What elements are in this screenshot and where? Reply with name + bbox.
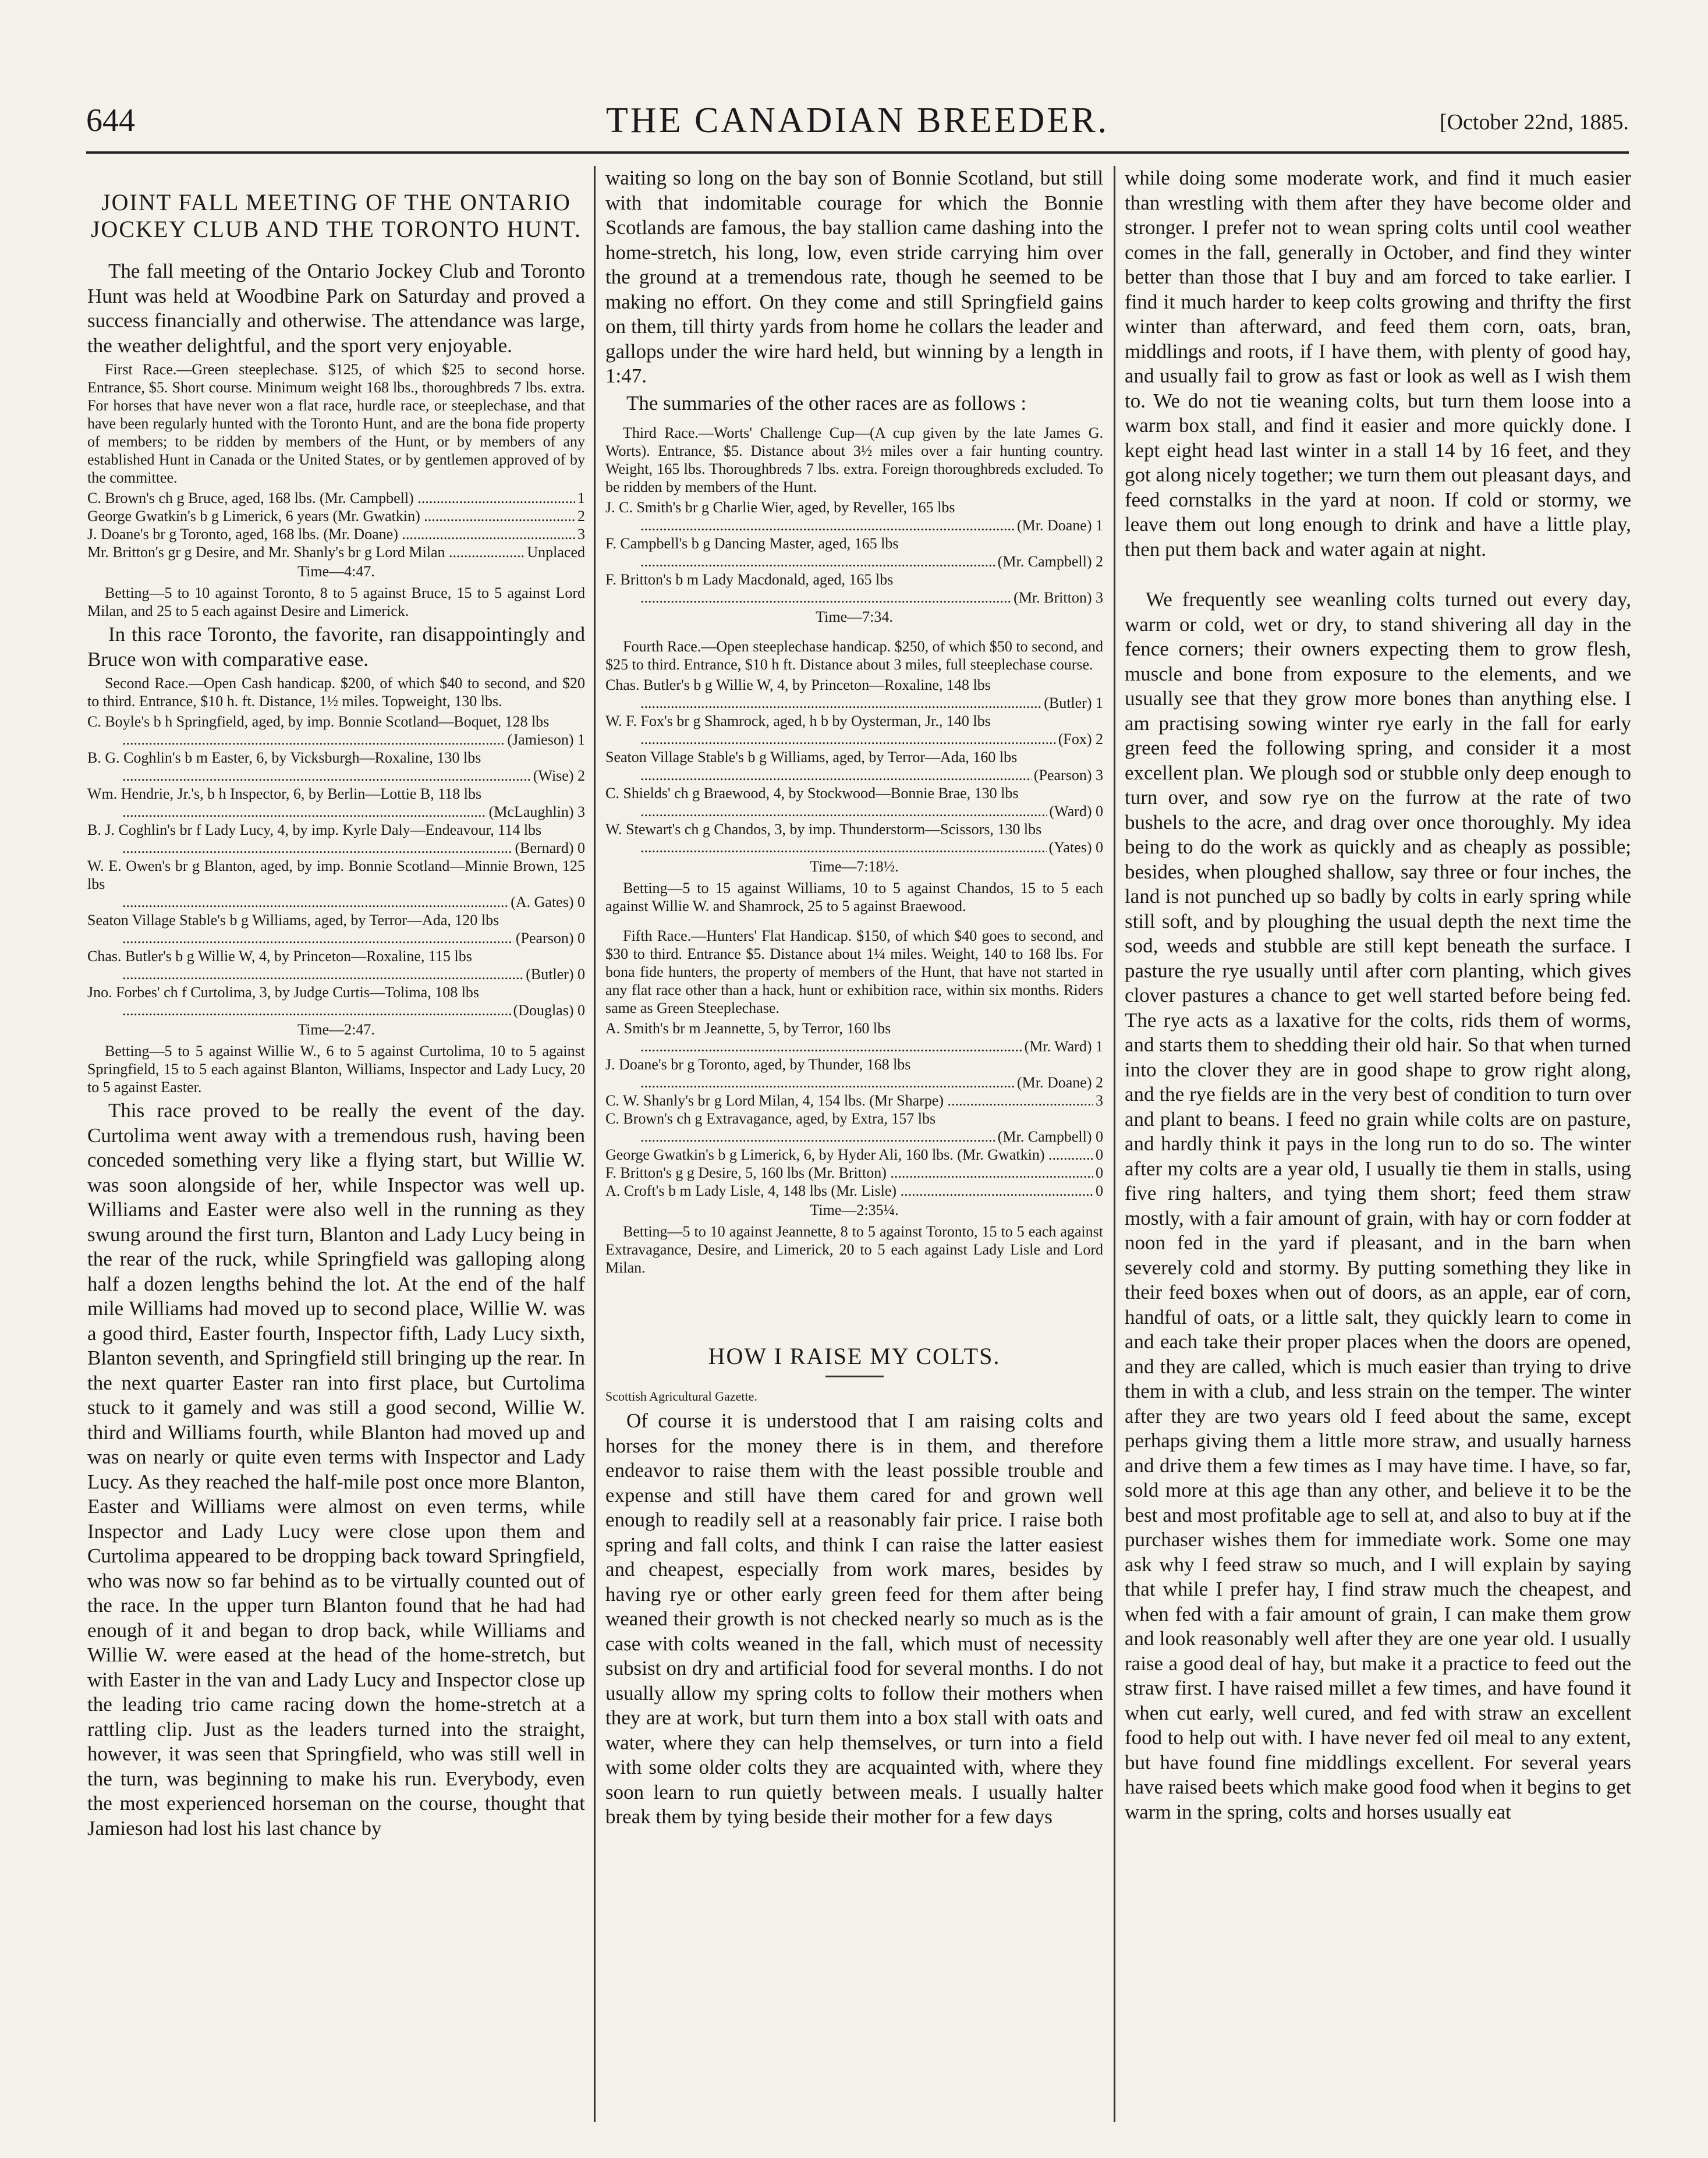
race-entry — [87, 803, 585, 821]
title-rule — [825, 1376, 884, 1377]
race-1-comment — [87, 622, 585, 672]
entry-result: 0 — [1096, 803, 1103, 820]
header-rule — [86, 151, 1629, 154]
race-entry — [605, 589, 1103, 607]
race-entry — [87, 1001, 585, 1019]
entry-result: 1 — [577, 490, 585, 506]
race-5 — [605, 927, 1103, 1277]
entry-result: 2 — [1096, 1074, 1103, 1091]
race-conditions: Fourth Race.—Open steeplechase handicap. $250, of which $50 to second, and $25 to third. Entrance, $10 h ft. Distance about 3 miles, full steeplechase course. — [605, 638, 1103, 673]
entry-horse: J. Doane's br g Toronto, aged, 168 lbs. (Mr. Doane) ..... — [87, 525, 575, 543]
entry-rider: (Wise) — [533, 767, 574, 784]
column-2 — [605, 166, 1103, 2128]
race-entry — [605, 766, 1103, 784]
entry-horse: A. Croft's b m Lady Lisle, 4, 148 lbs (Mr. Lisle) ..... — [605, 1182, 1093, 1200]
entry-horse: C. Brown's ch g Bruce, aged, 168 lbs. (Mr. Campbell) ..... — [87, 489, 575, 507]
race-entry — [87, 489, 585, 507]
entry-horse: W. Stewart's ch g Chandos, 3, by imp. Thunderstorm—Scissors, 130 lbs — [605, 821, 1042, 838]
entry-rider: (Fox) — [1058, 731, 1092, 747]
entry-horse: J. C. Smith's br g Charlie Wier, aged, by Reveller, 165 lbs — [605, 499, 955, 516]
entry-rider: (Pearson) — [515, 930, 574, 947]
entry-result: 0 — [577, 966, 585, 983]
entry-result: 2 — [577, 767, 585, 784]
race-entry — [605, 1128, 1103, 1146]
column-divider — [1114, 166, 1115, 2122]
column-1 — [87, 166, 585, 2128]
race-entry — [605, 802, 1103, 820]
entry-horse: Seaton Village Stable's b g Williams, aged, by Terror—Ada, 160 lbs — [605, 749, 1018, 766]
entry-horse: C. W. Shanly's br g Lord Milan, 4, 154 lbs. (Mr Sharpe) ..... — [605, 1092, 1093, 1110]
entry-result: 3 — [1096, 1092, 1103, 1109]
entry-rider: (Butler) — [1044, 694, 1092, 711]
race-entry — [605, 1146, 1103, 1164]
intro-paragraph: The fall meeting of the Ontario Jockey Club and Toronto Hunt was held at Woodbine Park on Saturday and proved a success financially and otherwise. The attendance was large, the weather delightful, and the sport very enjoyable. — [87, 260, 585, 357]
entry-result: 0 — [577, 930, 585, 947]
article-body-continued — [1125, 166, 1631, 1824]
article-body — [605, 1409, 1103, 1830]
race-entry — [605, 838, 1103, 856]
entry-rider: (A. Gates) — [511, 894, 574, 910]
entry-horse: Seaton Village Stable's b g Williams, aged, by Terror—Ada, 120 lbs — [87, 912, 499, 929]
race-time: Time—2:35¼. — [810, 1202, 899, 1218]
comment-paragraph: This race proved to be really the event of the day. Curtolima went away with a tremendous rush, having been conceded something very like a flying start, but Willie W. was soon alongside of her, while Inspector was well up. Williams and Easter were also well in the running as they swung around the first turn, Blanton and Lady Lucy being in the rear of the ruck, while Springfield was galloping along half a dozen lengths behind the lot. At the end of the half mile Williams had moved up to second place, Willie W. was a good third, Easter fourth, Inspector fifth, Lady Lucy sixth, Blanton seventh, and Springfield still bringing up the rear. In the next quarter Easter ran into first place, but Curtolima stuck to it gamely and was still a good second, Willie W. third and Williams fourth, while Blanton had moved up and was on nearly or quite even terms with Inspector and Lady Lucy. As they reached the half-mile post once more Blanton, Easter and Williams were almost on even terms, while Inspector and Lady Lucy were close upon them and Curtolima appeared to be dropping back toward Springfield, who was now so far behind as to be virtually counted out of the race. In the upper turn Blanton found that he had had enough of it and began to drop back, while Williams and Willie W. were eased at the head of the home-stretch, but with Easter in the van and Lady Lucy and Inspector close up the leading trio came racing down the home-stretch at a rattling clip. Just as the leaders turned into the straight, however, it was seen that Springfield, who was still well in the turn, was beginning to make his run. Everybody, even the most experienced horseman on the course, thought that Jamieson had lost his last chance by — [87, 1099, 585, 1840]
entry-horse: B. J. Coghlin's br f Lady Lucy, 4, by imp. Kyrle Daly—Endeavour, 114 lbs — [87, 821, 542, 838]
race-entry — [87, 543, 585, 561]
entry-horse: F. Britton's b m Lady Macdonald, aged, 165 lbs — [605, 571, 894, 588]
race-entry — [605, 1092, 1103, 1110]
masthead: THE CANADIAN BREEDER. — [605, 101, 1110, 140]
entry-result: 1 — [577, 731, 585, 748]
entry-horse: F. Campbell's b g Dancing Master, aged, 165 lbs — [605, 535, 899, 552]
race-time: Time—7:34. — [816, 608, 893, 625]
entry-rider: (Butler) — [526, 966, 574, 983]
article-intro — [87, 259, 585, 358]
race-1 — [87, 360, 585, 620]
entry-result: 0 — [1096, 1128, 1103, 1145]
entry-horse: Chas. Butler's b g Willie W, 4, by Princeton—Roxaline, 115 lbs — [87, 948, 472, 965]
entry-horse: A. Smith's br m Jeannette, 5, by Terror, 160 lbs — [605, 1020, 891, 1037]
entry-result: 1 — [1096, 517, 1103, 534]
entry-result: 2 — [1096, 731, 1103, 747]
race-conditions: Fifth Race.—Hunters' Flat Handicap. $150, of which $40 goes to second, and $30 to third. Entrance $5. Distance about 1¼ miles. Weight, 140 to 168 lbs. For bona fide hunters, the property of members of the Hunt, that have not started in any flat race other than a hack, hunt or exhibition race, within six months. Riders same as Green Steeplechase. — [605, 927, 1103, 1016]
entry-horse: George Gwatkin's b g Limerick, 6 years (Mr. Gwatkin) ..... — [87, 507, 575, 525]
entry-horse: George Gwatkin's b g Limerick, 6, by Hyder Ali, 160 lbs. (Mr. Gwatkin) ..... — [605, 1146, 1093, 1164]
race-time: Time—2:47. — [297, 1021, 375, 1038]
body-paragraph: We frequently see weanling colts turned out every day, warm or cold, wet or dry, to stand shivering all day in the fence corners; their owners expecting them to grow flesh, muscle and bone from exposure to the elements, and we usually see that they grow more bones than anything else. I am practising sowing winter rye early in the fall for early green feed the following spring, and consider it a most excellent plan. We plough sod or stubble only deep enough to turn over, and sow rye on the furrow at the rate of two bushels to the acre, and drag over once thoroughly. My idea being to do the work as quickly and as cheaply as possible; besides, when ploughed shallow, say three or four inches, the land is not punched up so badly by colts in early spring while still soft, and by ploughing the usual depth the next time the sod, weeds and stubble are still kept beneath the surface. I pasture the rye usually until after corn planting, which gives clover pastures a chance to get well started before being fed. The rye acts as a laxative for the colts, rids them of worms, and starts them to shedding their old hair. So that when turned into the clover they are in good shape to grow right along, and the rye fields are in the very best of condition to turn over and plant to beans. I feed no grain while colts are on pasture, and hardly think it pays in the long run to do so. The winter after my colts are a year old, I usually tie them in stalls, using five ring halters, and tying them short; feed them straw mostly, with a fair amount of grain, with hay or corn fodder at noon fed in the yard if pleasant, and in the barn when severely cold and stormy. By putting something they like in their feed boxes when out of doors, as an apple, ear of corn, handful of oats, or a little salt, they quickly learn to come in and each take their proper places when the doors are opened, and they are called, which is much easier than trying to drive them in with a club, and less strain on the temper. The winter after they are two years old I feed about the same, except perhaps giving them a little more straw, and usually harness and drive them a few times as I may have time. I have, so far, sold more at this age than any other, and believe it to be the best and most profitable age to sell at, and also to buy at if the purchaser wishes them for immediate work. Some one may ask why I feed straw so much, and I will explain by saying that while I prefer hay, I find straw much the cheapest, and when fed with a fair amount of grain, I can make them grow and look reasonably well after they are one year old. I usually raise a good deal of hay, but make it a practice to feed out the straw first. I have raised millet a few times, and have found it when cut early, well cured, and fed with straw an excellent food to help out with. I have never fed oil meal to any extent, but have found fine middlings excellent. For several years have raised beets which make good food when it begins to get warm in the spring, colts and horses usually eat — [1125, 588, 1631, 1823]
entry-result: 0 — [577, 1002, 585, 1019]
race-entry — [605, 1182, 1103, 1200]
entry-rider: (McLaughlin) — [488, 803, 574, 820]
race-entry — [605, 730, 1103, 748]
race-betting: Betting—5 to 10 against Toronto, 8 to 5 against Bruce, 15 to 5 against Lord Milan, and 25 to 5 each against Desire and Limerick. — [87, 584, 585, 619]
entry-rider: (Bernard) — [515, 839, 574, 856]
race-time: Time—7:18½. — [810, 858, 899, 875]
race-2-comment — [87, 1099, 585, 1841]
entry-result: 2 — [577, 508, 585, 525]
page-header — [86, 100, 1629, 141]
entry-rider: (Mr. Doane) — [1016, 517, 1092, 534]
entry-result: 3 — [577, 526, 585, 543]
race-4 — [605, 637, 1103, 915]
race-2 — [87, 674, 585, 1096]
entry-result: 0 — [1096, 1182, 1103, 1199]
comment-paragraph: waiting so long on the bay son of Bonnie Scotland, but still with that indomitable courage for which the Bonnie Scotlands are famous, the bay stallion came dashing into the home-stretch, his long, low, even stride carrying him over the ground at a tremendous rate, though he seemed to be making no effort. On they come and still Springfield gains on them, till thirty yards from home he collars the leader and gallops under the wire hard held, but winning by a length in 1:47. — [605, 166, 1103, 387]
entry-horse: W. E. Owen's br g Blanton, aged, by imp. Bonnie Scotland—Minnie Brown, 125 lbs — [87, 857, 585, 892]
race-entry — [605, 1037, 1103, 1055]
entry-result: 0 — [1096, 1164, 1103, 1181]
entry-horse: Jno. Forbes' ch f Curtolima, 3, by Judge Curtis—Tolima, 108 lbs — [87, 984, 480, 1001]
entry-horse: C. Shields' ch g Braewood, 4, by Stockwood—Bonnie Brae, 130 lbs — [605, 785, 1019, 802]
race-betting: Betting—5 to 5 against Willie W., 6 to 5 against Curtolima, 10 to 5 against Springfield, 15 to 5 each against Blanton, Williams, Inspector and Lady Lucy, 20 to 5 against Easter. — [87, 1043, 585, 1096]
entry-result: 0 — [1096, 839, 1103, 856]
entry-rider: (Douglas) — [513, 1002, 574, 1019]
body-paragraph: while doing some moderate work, and find it much easier than wrestling with them after they have become older and stronger. I prefer not to wean spring colts until cool weather comes in the fall, generally in October, and find they winter better than those that I buy and am forced to take earlier. I find it much harder to keep colts growing and thrifty the first winter than afterward, and feed them corn, oats, bran, middlings and roots, if I have them, with plenty of good hay, and usually fail to grow as fast or look as well as I wish them to. We do not tie weaning colts, but turn them loose into a warm box stall, and find it easier and more quickly done. I kept eight head last winter in a stall 14 by 16 feet, and they got along nicely together; we turn them out pleasant days, and feed cornstalks in the yard at noon. If cold or stormy, we leave them out long enough to drink and have a little play, then put them back and water again at night. — [1125, 166, 1631, 561]
race-2-comment-continued — [605, 166, 1103, 416]
entry-rider: (Pearson) — [1033, 767, 1092, 784]
entry-horse: F. Britton's g g Desire, 5, 160 lbs (Mr. Britton) ..... — [605, 1164, 1093, 1182]
race-entry — [605, 1164, 1103, 1182]
entry-rider: (Jamieson) — [507, 731, 574, 748]
race-entry — [87, 839, 585, 857]
body-paragraph: Of course it is understood that I am raising colts and horses for the money there is in them, and therefore endeavor to raise them with the least possible trouble and expense and still have them cared for and grown well enough to readily sell at a reasonably fair price. I raise both spring and fall colts, and think I can raise the latter easiest and cheapest, especially from work mares, besides by having rye or other early green feed for them after being weaned their growth is not checked nearly so much as is the case with colts weaned in the fall, which must of necessity subsist on dry and artificial food for several months. I do not usually allow my spring colts to follow their mothers when they are at work, but turn them into a box stall with oats and water, where they can help themselves, or turn into a field with some older colts they are acquainted with, where they soon learn to run quietly between meals. I usually halter break them by tying beside their mother for a few days — [605, 1409, 1103, 1828]
entry-result: Unplaced — [527, 544, 585, 561]
entry-result: 2 — [1096, 553, 1103, 570]
column-divider — [594, 166, 596, 2122]
entry-result: 0 — [577, 839, 585, 856]
entry-result: 1 — [1096, 694, 1103, 711]
entry-horse: Mr. Britton's gr g Desire, and Mr. Shanly's br g Lord Milan ..... — [87, 543, 525, 561]
article-title: HOW I RAISE MY COLTS. — [708, 1343, 1001, 1369]
entry-horse: J. Doane's br g Toronto, aged, by Thunder, 168 lbs — [605, 1056, 911, 1073]
entry-horse: W. F. Fox's br g Shamrock, aged, h b by Oysterman, Jr., 140 lbs — [605, 713, 991, 729]
entry-rider: (Mr. Britton) — [1014, 589, 1092, 606]
race-conditions: Second Race.—Open Cash handicap. $200, of which $40 to second, and $20 to third. Entrance, $10 h. ft. Distance, 1½ miles. Topweight, 130 lbs. — [87, 675, 585, 710]
comment-paragraph: In this race Toronto, the favorite, ran disappointingly and Bruce won with comparative ease. — [87, 623, 585, 671]
race-time: Time—4:47. — [297, 563, 375, 580]
race-entry — [87, 965, 585, 983]
race-betting: Betting—5 to 15 against Williams, 10 to 5 against Chandos, 15 to 5 each against Willie W. and Shamrock, 25 to 5 against Braewood. — [605, 880, 1103, 915]
entry-rider: (Mr. Campbell) — [997, 1128, 1092, 1145]
entry-result: 3 — [1096, 767, 1103, 784]
entry-rider: (Mr. Campbell) — [997, 553, 1092, 570]
entry-horse: B. G. Coghlin's b m Easter, 6, by Vicksburgh—Roxaline, 130 lbs — [87, 749, 481, 766]
race-entry — [87, 929, 585, 947]
entry-rider: (Mr. Doane) — [1016, 1074, 1092, 1091]
race-entry — [605, 552, 1103, 570]
entry-result: 0 — [1096, 1146, 1103, 1163]
entry-horse: C. Brown's ch g Extravagance, aged, by Extra, 157 lbs — [605, 1110, 936, 1127]
entry-result: 3 — [1096, 589, 1103, 606]
entry-result: 1 — [1096, 1038, 1103, 1055]
race-conditions: First Race.—Green steeplechase. $125, of which $25 to second horse. Entrance, $5. Short course. Minimum weight 168 lbs., thoroughbreds 7 lbs. extra. For horses that have never won a flat race, hurdle race, or steeplechase, and that have been regularly hunted with the Toronto Hunt, and are the bona fide property of members; to be ridden by members of the Hunt, or by members of any established Hunt in Canada or the United States, or by gentlemen approved of by the committee. — [87, 361, 585, 486]
entry-horse: Wm. Hendrie, Jr.'s, b h Inspector, 6, by Berlin—Lottie B, 118 lbs — [87, 785, 482, 802]
race-3 — [605, 424, 1103, 626]
issue-date: [October 22nd, 1885. — [1439, 110, 1629, 134]
race-betting: Betting—5 to 10 against Jeannette, 8 to 5 against Toronto, 15 to 5 each against Extravagance, Desire, and Limerick, 20 to 5 each against Lady Lisle and Lord Milan. — [605, 1223, 1103, 1276]
entry-horse: C. Boyle's b h Springfield, aged, by imp. Bonnie Scotland—Boquet, 128 lbs — [87, 713, 550, 730]
race-entry — [605, 1073, 1103, 1092]
page-number: 644 — [86, 102, 135, 139]
race-conditions: Third Race.—Worts' Challenge Cup—(A cup given by the late James G. Worts). Entrance, $5. Distance about 3½ miles over a fair hunting country. Weight, 165 lbs. Thoroughbreds 7 lbs. extra. Foreign thoroughbreds excluded. To be ridden by members of the Hunt. — [605, 424, 1103, 495]
entry-rider: (Ward) — [1049, 803, 1092, 820]
race-entry — [87, 893, 585, 911]
entry-rider: (Mr. Ward) — [1024, 1038, 1092, 1055]
entry-result: 3 — [577, 803, 585, 820]
article-source: Scottish Agricultural Gazette. — [605, 1389, 757, 1404]
race-entry — [87, 507, 585, 525]
summaries-intro: The summaries of the other races are as follows : — [626, 391, 1027, 414]
race-entry — [87, 767, 585, 785]
race-entry — [605, 694, 1103, 712]
entry-result: 0 — [577, 894, 585, 910]
entry-horse: Chas. Butler's b g Willie W, 4, by Princeton—Roxaline, 148 lbs — [605, 676, 991, 693]
column-3 — [1125, 166, 1631, 2128]
article-title: JOINT FALL MEETING OF THE ONTARIO JOCKEY CLUB AND THE TORONTO HUNT. — [90, 189, 582, 242]
race-entry — [605, 516, 1103, 534]
race-entry — [87, 525, 585, 543]
entry-rider: (Yates) — [1048, 839, 1092, 856]
race-entry — [87, 731, 585, 749]
